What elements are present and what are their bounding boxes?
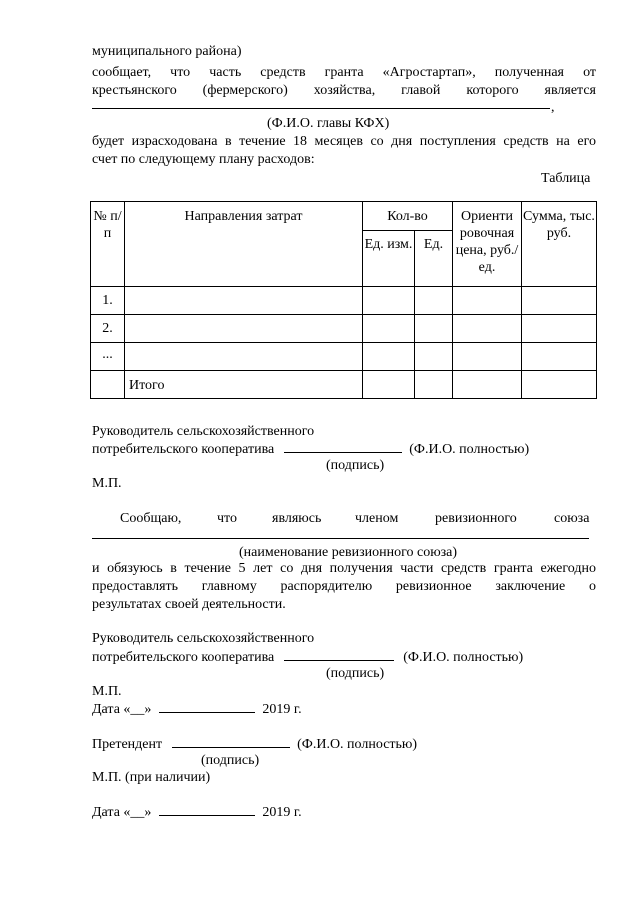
sig1-fio-hint: (Ф.И.О. полностью) xyxy=(409,442,530,457)
audit-word: ревизионного xyxy=(435,511,517,526)
sig2-date-suffix: 2019 г. xyxy=(262,702,302,717)
total-unit-cell[interactable] xyxy=(415,371,453,399)
row-num: 2. xyxy=(91,315,125,343)
row-unit-name-cell[interactable] xyxy=(363,343,415,371)
sig2-signature-hint: (подпись) xyxy=(326,666,385,681)
kfh-fio-caption: (Ф.И.О. главы КФХ) xyxy=(267,116,390,131)
row-unit-name-cell[interactable] xyxy=(363,315,415,343)
table-label: Таблица xyxy=(541,171,591,186)
sig2-date-prefix: Дата «__» xyxy=(92,702,152,717)
intro-line-3: крестьянского (фермерского) хозяйства, главой которого является xyxy=(92,83,596,98)
row-price-cell[interactable] xyxy=(453,287,522,315)
audit-word: Сообщаю, xyxy=(120,511,182,526)
sig2-signature-line[interactable] xyxy=(284,648,394,661)
applicant-label: Претендент xyxy=(92,737,163,752)
row-num: 1. xyxy=(91,287,125,315)
applicant-stamp: М.П. (при наличии) xyxy=(92,770,211,785)
row-num xyxy=(91,371,125,399)
row-num: ... xyxy=(91,343,125,371)
audit-line-4: результатах своей деятельности. xyxy=(92,597,286,612)
header-num: № п/п xyxy=(91,202,125,287)
expense-plan-table xyxy=(90,201,597,399)
header-unit-name: Ед. изм. xyxy=(363,231,415,287)
applicant-date-line[interactable] xyxy=(159,803,255,816)
row-sum-cell[interactable] xyxy=(522,315,597,343)
sig2-line-1: Руководитель сельскохозяйственного xyxy=(92,631,315,646)
sig1-signature-line[interactable] xyxy=(284,440,402,453)
table-row-total xyxy=(91,371,597,399)
audit-union-caption: (наименование ревизионного союза) xyxy=(239,545,458,560)
kfh-head-name-line[interactable] xyxy=(92,96,550,109)
sig2-cooperative-label: потребительского кооператива xyxy=(92,650,275,665)
applicant-date-suffix: 2019 г. xyxy=(262,805,302,820)
sig2-date-line[interactable] xyxy=(159,700,255,713)
row-direction-cell[interactable] xyxy=(125,343,363,371)
total-price-cell[interactable] xyxy=(453,371,522,399)
row-price-cell[interactable] xyxy=(453,315,522,343)
sig1-signature-hint: (подпись) xyxy=(326,458,385,473)
total-sum-cell[interactable] xyxy=(522,371,597,399)
audit-word: являюсь xyxy=(272,511,322,526)
applicant-date xyxy=(92,803,302,821)
sig1-stamp: М.П. xyxy=(92,476,122,491)
header-unit: Ед. xyxy=(415,231,453,287)
sig1-cooperative-label: потребительского кооператива xyxy=(92,442,275,457)
row-direction-cell[interactable] xyxy=(125,315,363,343)
intro-line-5: будет израсходована в течение 18 месяцев со дня поступления средств на его xyxy=(92,134,596,149)
sig2-stamp: М.П. xyxy=(92,684,122,699)
applicant-fio-hint: (Ф.И.О. полностью) xyxy=(297,737,418,752)
intro-line-6: счет по следующему плану расходов: xyxy=(92,152,315,167)
row-unit-cell[interactable] xyxy=(415,315,453,343)
intro-line-2: сообщает, что часть средств гранта «Агростартап», полученная от xyxy=(92,65,596,80)
row-direction-cell[interactable] xyxy=(125,287,363,315)
row-price-cell[interactable] xyxy=(453,343,522,371)
intro-line-4-comma: , xyxy=(551,100,555,115)
audit-word: членом xyxy=(355,511,399,526)
row-unit-cell[interactable] xyxy=(415,287,453,315)
applicant-line xyxy=(92,735,417,753)
table-row xyxy=(91,343,597,371)
header-qty: Кол-во xyxy=(363,202,453,231)
header-direction: Направления затрат xyxy=(125,202,363,287)
audit-line-2: и обязуюсь в течение 5 лет со дня получения части средств гранта ежегодно xyxy=(92,561,596,576)
total-unit-name-cell[interactable] xyxy=(363,371,415,399)
sig1-line-1: Руководитель сельскохозяйственного xyxy=(92,424,315,439)
sig2-fio-hint: (Ф.И.О. полностью) xyxy=(403,650,524,665)
header-sum: Сумма, тыс. руб. xyxy=(522,202,597,287)
audit-word: что xyxy=(217,511,237,526)
sig2-date xyxy=(92,700,302,718)
audit-union-name-line[interactable] xyxy=(92,526,589,539)
applicant-date-prefix: Дата «__» xyxy=(92,805,152,820)
row-unit-name-cell[interactable] xyxy=(363,287,415,315)
table-row xyxy=(91,287,597,315)
row-sum-cell[interactable] xyxy=(522,343,597,371)
sig2-line-2 xyxy=(92,648,523,666)
audit-line-3: предоставлять главному распорядителю ревизионное заключение о xyxy=(92,579,596,594)
audit-word: союза xyxy=(554,511,590,526)
sig1-line-2 xyxy=(92,440,529,458)
header-price: Ориенти ровочная цена, руб./ед. xyxy=(453,202,522,287)
table-row xyxy=(91,315,597,343)
row-unit-cell[interactable] xyxy=(415,343,453,371)
intro-line-1: муниципального района) xyxy=(92,44,242,59)
applicant-signature-hint: (подпись) xyxy=(201,753,260,768)
applicant-signature-line[interactable] xyxy=(172,735,290,748)
total-label: Итого xyxy=(125,371,363,399)
row-sum-cell[interactable] xyxy=(522,287,597,315)
